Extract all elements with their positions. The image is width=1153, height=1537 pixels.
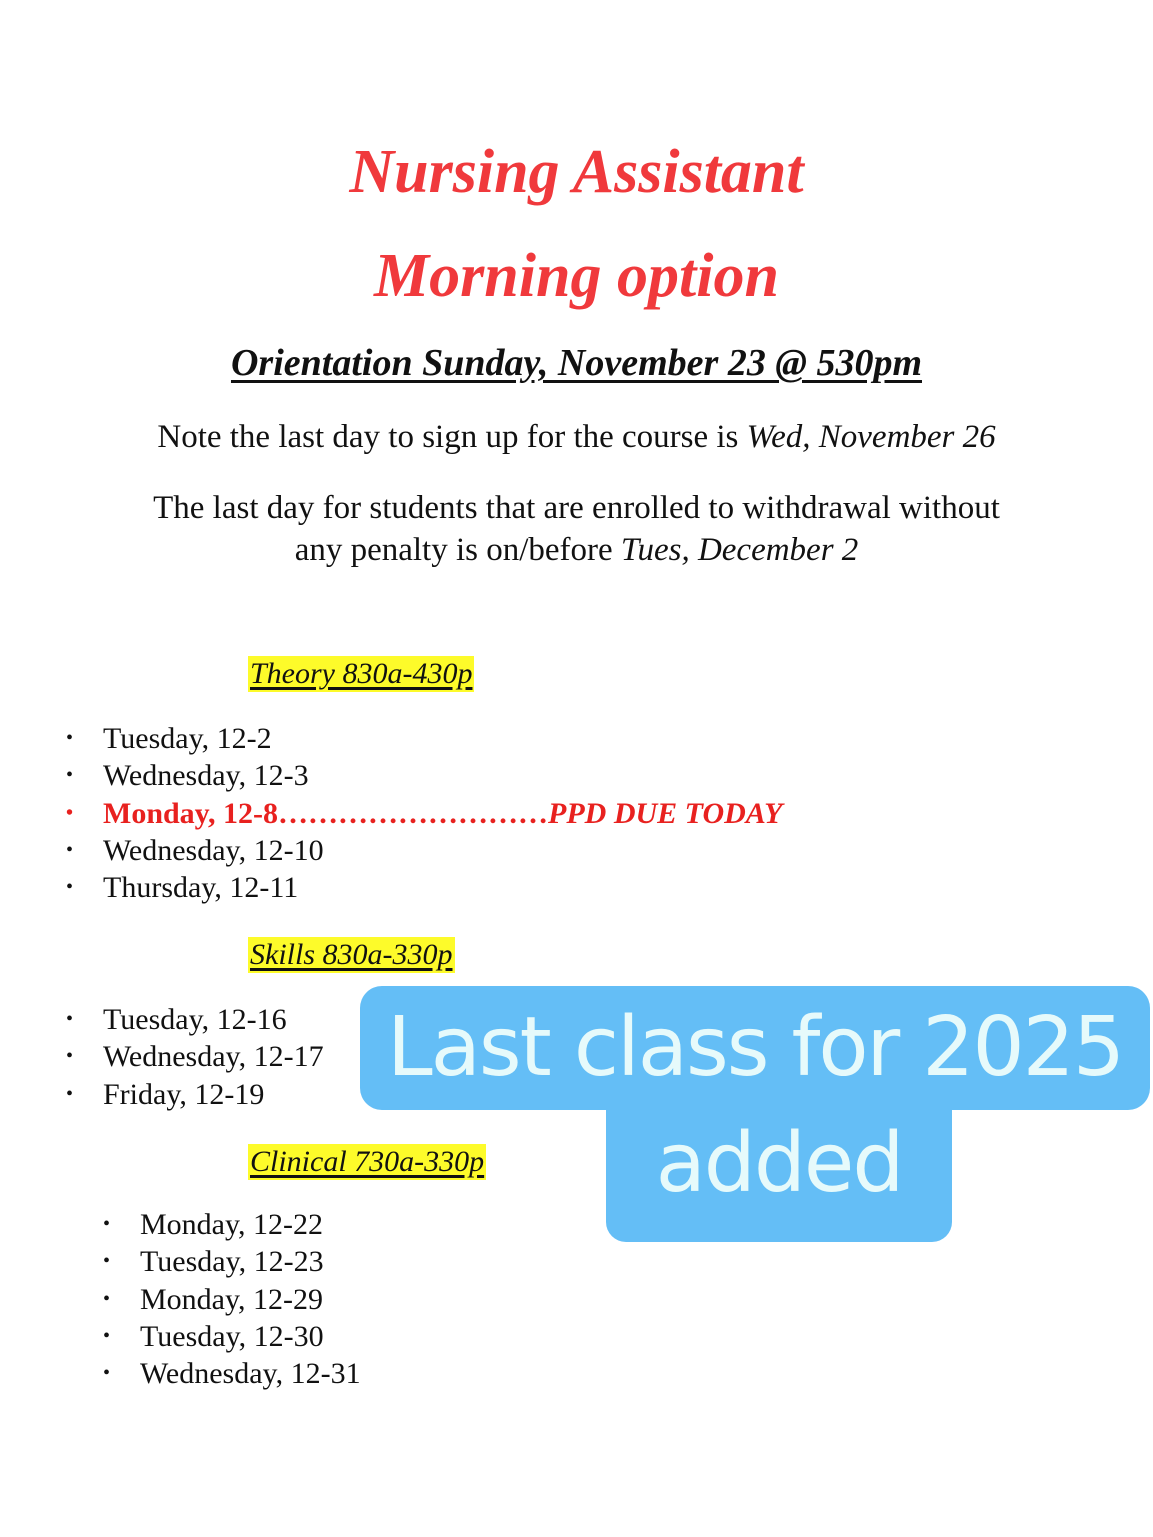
added-banner: added: [606, 1104, 952, 1242]
list-item: • Wednesday, 12-31: [140, 1355, 361, 1392]
orientation-heading: Orientation Sunday, November 23 @ 530pm: [230, 342, 922, 384]
list-item: • Tuesday, 12-30: [140, 1318, 361, 1355]
clinical-heading: Clinical 730a-330p: [250, 1145, 485, 1178]
theory-heading: Theory 830a-430p: [250, 657, 473, 690]
skills-schedule-list: [103, 1001, 324, 1113]
list-item: • Tuesday, 12-23: [140, 1243, 361, 1280]
alert-date: Monday, 12-8: [103, 796, 279, 830]
skills-heading: Skills 830a-330p: [250, 938, 453, 971]
withdraw-deadline-date: Tues, December 2: [620, 532, 859, 568]
list-item: • Tuesday, 12-16: [103, 1001, 324, 1038]
list-item: • Tuesday, 12-2: [103, 720, 782, 757]
signup-deadline-note: [0, 416, 1153, 458]
theory-schedule-list: [103, 720, 782, 906]
clinical-schedule-list: [140, 1206, 361, 1392]
signup-deadline-text: Note the last day to sign up for the course is: [157, 419, 747, 455]
list-item: • Friday, 12-19: [103, 1076, 324, 1113]
ppd-due-note: PPD DUE TODAY: [548, 796, 783, 830]
list-item: • Monday, 12-29: [140, 1281, 361, 1318]
list-item: • Wednesday, 12-17: [103, 1038, 324, 1075]
list-item: • Wednesday, 12-10: [103, 832, 782, 869]
title-line-1: Nursing Assistant: [349, 138, 804, 206]
list-item: • Wednesday, 12-3: [103, 757, 782, 794]
list-item: • Monday, 12-22: [140, 1206, 361, 1243]
last-class-banner: Last class for 2025: [360, 986, 1150, 1110]
leader-dots: ………………………: [278, 796, 549, 830]
title-line-2: Morning option: [374, 242, 779, 310]
list-item-alert: [103, 795, 782, 832]
withdraw-deadline-line-2: [0, 529, 1153, 571]
list-item: • Thursday, 12-11: [103, 869, 782, 906]
withdraw-deadline-line-1: The last day for students that are enrolled to withdrawal without: [153, 490, 1000, 526]
signup-deadline-date: Wed, November 26: [746, 419, 996, 455]
withdraw-deadline-text: any penalty is on/before: [294, 532, 621, 568]
